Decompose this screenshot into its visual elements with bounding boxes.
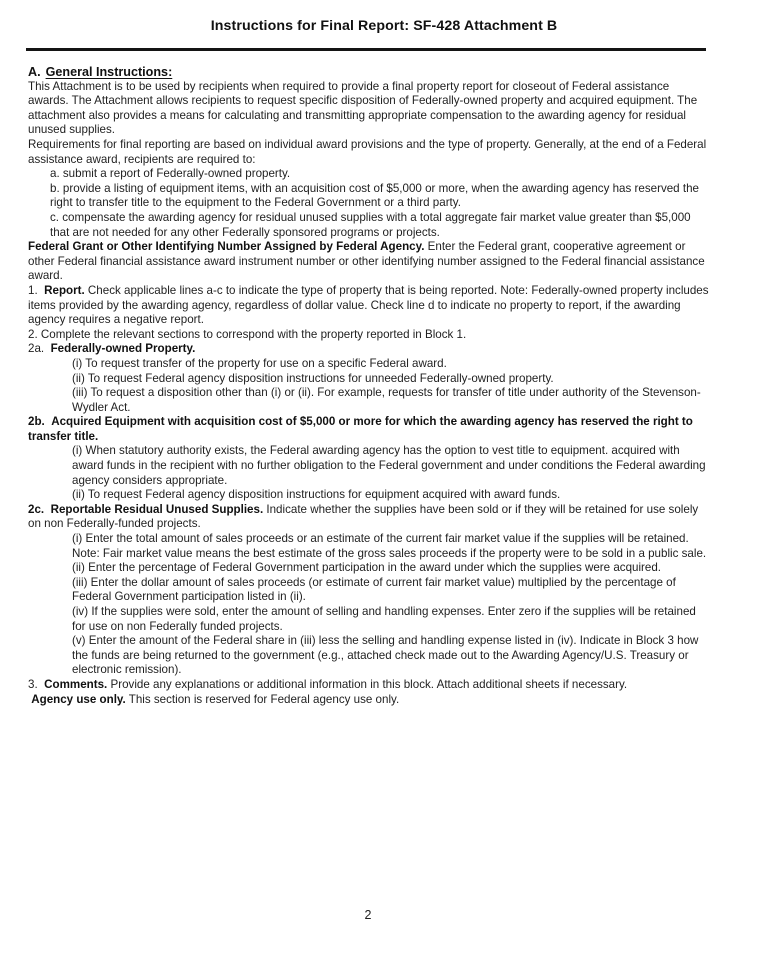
page-number-value: 2 bbox=[364, 908, 372, 922]
agency-use-body: This section is reserved for Federal agency use only. bbox=[125, 692, 400, 706]
general-instructions-intro: This Attachment is to be used by recipients when required to provide a final property report for closeout of Federal assistance awards. The Attachment allows recipients to request specific disposition of Federally-owned property and acquired equipment. The attachment also provides a means for calculating and transmitting appropriate compensation to the awarding agency for residual unused supplies. bbox=[28, 79, 698, 137]
item-2c-body: Indicate whether the supplies have been sold or if they will be retained for use solely on non Federally-funded projects. bbox=[28, 502, 699, 531]
agency-use-bold-lead: Agency use only. bbox=[31, 692, 126, 706]
item-2c-heading bbox=[28, 503, 710, 532]
document-body bbox=[0, 65, 768, 707]
item-3-number: 3. bbox=[28, 677, 38, 691]
item-1-number: 1. bbox=[28, 283, 38, 297]
list-item: (i) To request transfer of the property for use on a specific Federal award. bbox=[72, 356, 447, 370]
list-item: (i) Enter the total amount of sales proceeds or an estimate of the current fair market value if the supplies will be retained. Note: Fair market value means the best estimate of the gross sales proceeds if the property were to be sold in a public sale. bbox=[72, 532, 707, 560]
item-3-comments bbox=[28, 678, 710, 693]
list-item: (v) Enter the amount of the Federal share in (iii) less the selling and handling expense listed in (iv). Indicate in Block 3 how the funds are being returned to the government (e.g., attached check made out to the Awarding Agency/U.S. Treasury or electronic remission). bbox=[72, 634, 699, 677]
agency-use-only bbox=[28, 693, 710, 708]
list-item: (ii) To request Federal agency disposition instructions for equipment acquired with award funds. bbox=[72, 488, 561, 502]
list-item: (iii) Enter the dollar amount of sales proceeds (or estimate of current fair market value) multiplied by the percentage of Federal Government participation listed in (ii). bbox=[72, 575, 676, 604]
item-2c-number: 2c. bbox=[28, 502, 45, 516]
requirements-list bbox=[28, 167, 710, 240]
item-2b-bold-lead: Acquired Equipment with acquisition cost of $5,000 or more for which the awarding agency has reserved the right to transfer title. bbox=[28, 415, 693, 443]
list-item: a. submit a report of Federally-owned property. bbox=[50, 167, 291, 181]
section-a-label: General Instructions: bbox=[45, 65, 173, 80]
item-2b-subitems bbox=[28, 444, 710, 502]
item-2c-subitems bbox=[28, 532, 710, 678]
item-1-body: Check applicable lines a-c to indicate the type of property that is being reported. Note: Federally-owned property includes items provided by the awarding agency, regardless of dollar value. Check line d to indicate no property to report, if the awarding agency requires a negative report. bbox=[28, 283, 709, 327]
item-2a-bold-lead: Federally-owned Property. bbox=[50, 342, 196, 356]
list-item: (ii) Enter the percentage of Federal Government participation in the award under which the supplies were acquired. bbox=[72, 561, 662, 575]
item-2-lead: 2. Complete the relevant sections to correspond with the property reported in Block 1. bbox=[28, 327, 467, 341]
federal-grant-body: Enter the Federal grant, cooperative agreement or other Federal financial assistance award instrument number or other identifying number assigned to the Federal financial assistance award. bbox=[28, 240, 705, 283]
list-item: (iii) To request a disposition other than (i) or (ii). For example, requests for transfer of title under authority of the Stevenson-Wydler Act. bbox=[72, 386, 701, 414]
requirements-lead-in: Requirements for final reporting are based on individual award provisions and the type of property. Generally, at the end of a Federal assistance award, recipients are required to: bbox=[28, 138, 707, 166]
item-2b-number: 2b. bbox=[28, 415, 45, 429]
list-item: (iv) If the supplies were sold, enter the amount of selling and handling expenses. Enter zero if the supplies will be retained for use on non Federally funded projects. bbox=[72, 605, 696, 633]
page-title: Instructions for Final Report: SF-428 Attachment B bbox=[210, 18, 558, 34]
title-divider bbox=[26, 48, 706, 51]
item-3-bold-lead: Comments. bbox=[44, 677, 108, 691]
item-3-body: Provide any explanations or additional information in this block. Attach additional sheets if necessary. bbox=[107, 677, 628, 691]
page-number-footer bbox=[0, 908, 768, 922]
item-2b-heading bbox=[28, 415, 710, 444]
list-item: (ii) To request Federal agency disposition instructions for unneeded Federally-owned property. bbox=[72, 371, 554, 385]
item-1-bold-lead: Report. bbox=[44, 283, 85, 297]
list-item: c. compensate the awarding agency for residual unused supplies with a total aggregate fair market value greater than $5,000 that are not needed for any other Federally sponsored programs or projects. bbox=[50, 210, 691, 239]
item-1-report bbox=[28, 284, 710, 328]
federal-grant-block bbox=[28, 240, 710, 284]
list-item: b. provide a listing of equipment items, with an acquisition cost of $5,000 or more, when the awarding agency has reserved the right to transfer title to the equipment to the Federal Government or a third party. bbox=[50, 181, 699, 210]
item-2c-bold-lead: Reportable Residual Unused Supplies. bbox=[50, 502, 264, 516]
item-2a-heading bbox=[28, 342, 710, 357]
federal-grant-bold-lead: Federal Grant or Other Identifying Number Assigned by Federal Agency. bbox=[28, 240, 425, 254]
item-2a-subitems bbox=[28, 357, 710, 415]
section-a-letter: A. bbox=[28, 65, 41, 80]
section-a-heading bbox=[28, 65, 710, 80]
list-item: (i) When statutory authority exists, the Federal awarding agency has the option to vest title to equipment. acquired with award funds in the recipient with no further obligation to the Federal government and under conditions the Federal awarding agency considers appropriate. bbox=[72, 444, 706, 487]
item-2a-number: 2a. bbox=[28, 342, 45, 356]
